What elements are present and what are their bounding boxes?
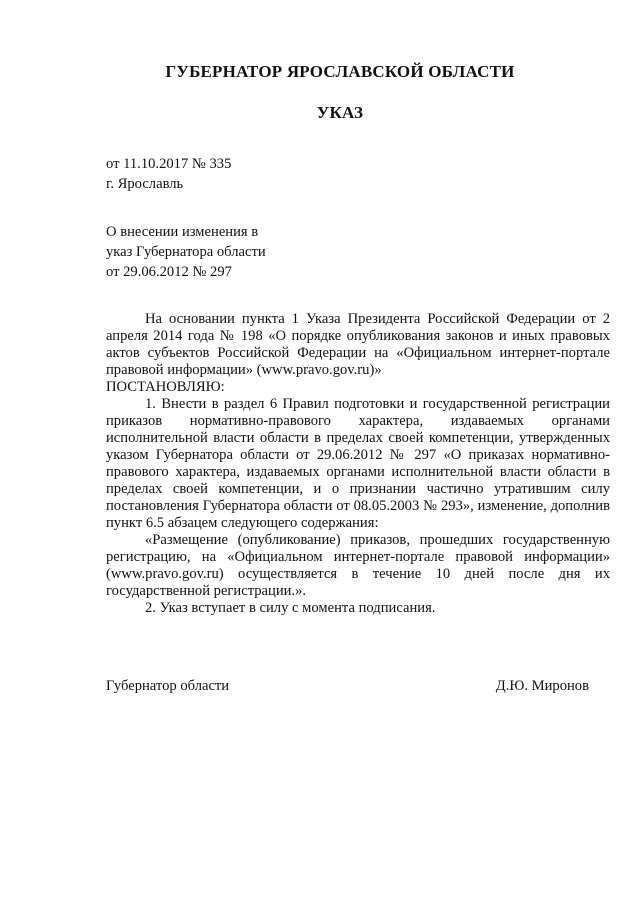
signatory-name: Д.Ю. Миронов [495,678,589,694]
date-number-block [106,154,231,194]
quoted-amendment-paragraph: «Размещение (опубликование) приказов, прошедших государственную регистрацию, на «Официальном интернет-портале правовой информации» (www.pravo.gov.ru) осуществляется в течение 10 дней после дня их государственной регистрации.». [106,532,610,599]
document-date-number: от 11.10.2017 № 335 [106,156,232,172]
document-city: г. Ярославль [106,176,184,192]
document-type-heading: УКАЗ [316,103,364,122]
signatory-position: Губернатор области [106,678,230,694]
resolve-heading: ПОСТАНОВЛЯЮ: [106,379,225,395]
issuing-authority-heading: ГУБЕРНАТОР ЯРОСЛАВСКОЙ ОБЛАСТИ [165,62,515,81]
preamble-paragraph: На основании пункта 1 Указа Президента Российской Федерации от 2 апреля 2014 года № 198 «О порядке опубликования законов и иных правовых актов субъектов Российской Федерации на «Официальном интернет-портале правовой информации» (www.pravo.gov.ru)» [106,311,610,378]
subject-line: указ Губернатора области [106,244,266,260]
item-1-paragraph: 1. Внести в раздел 6 Правил подготовки и государственной регистрации приказов нормативно-правового характера, издаваемых органами исполнительной власти области в пределах своей компетенции, утвержденных указом Губернатора области от 29.06.2012 № 297 «О приказах нормативно-правового характера, издаваемых органами исполнительной власти области в пределах своей компетенции, и о признании частично утратившим силу постановления Губернатора области от 08.05.2003 № 293», изменение, дополнив пункт 6.5 абзацем следующего содержания: [106,396,610,531]
document-body [106,311,610,617]
subject-line: О внесении изменения в [106,224,259,240]
document-subject [106,222,266,282]
item-2-paragraph: 2. Указ вступает в силу с момента подписания. [145,600,436,616]
subject-line: от 29.06.2012 № 297 [106,264,232,280]
